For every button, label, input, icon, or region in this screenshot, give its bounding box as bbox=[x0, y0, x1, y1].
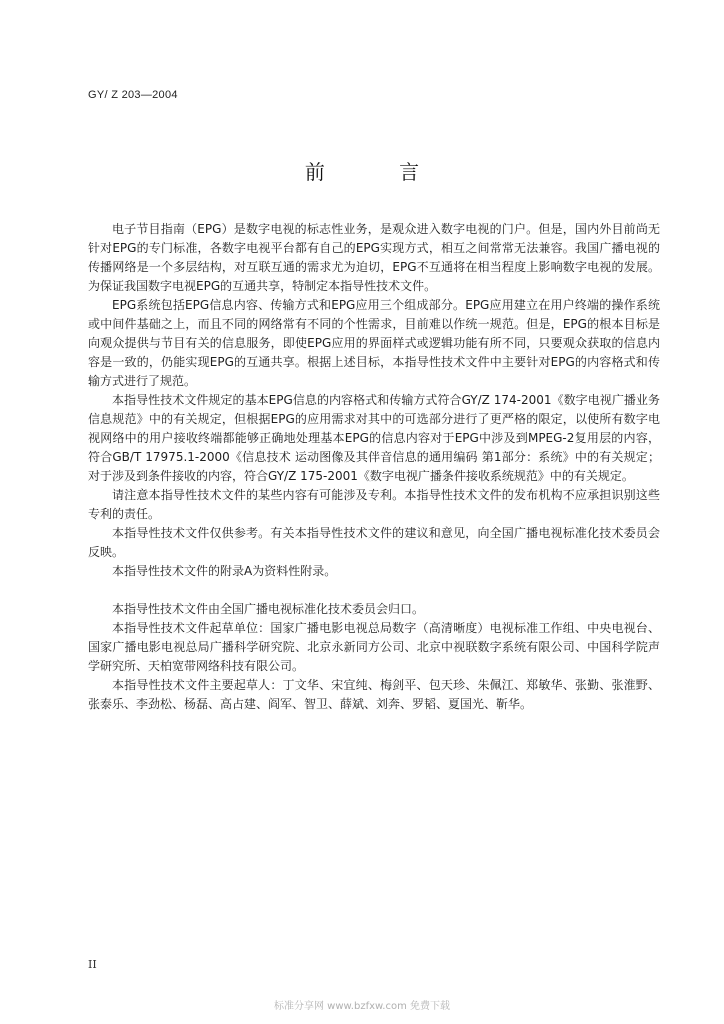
paragraph: 本指导性技术文件规定的基本EPG信息的内容格式和传输方式符合GY/Z 174-2001《数字电视广播业务信息规范》中的有关规定，但根据EPG的应用需求对其中的可选部分进行了更严格的限定，以使所有数字电视网络中的用户接收终端都能够正确地处理基本EPG的信息内容对于EPG中涉及到MPEG-2复用层的内容，符合GB/T 17975.1-2000《信息技术 运动图像及其伴音信息的通用编码 第1部分：系统》中的有关规定；对于涉及到条件接收的内容，符合GY/Z 175-2001《数字电视广播条件接收系统规范》中的有关规定。 bbox=[88, 393, 660, 483]
watermark: 标准分享网 www.bzfxw.com 免费下载 bbox=[274, 1001, 450, 1012]
paragraph: 电子节目指南（EPG）是数字电视的标志性业务，是观众进入数字电视的门户。但是，国内外目前尚无针对EPG的专门标准，各数字电视平台都有自己的EPG实现方式，相互之间常常无法兼容。我国广播电视的传播网络是一个多层结构，对互联互通的需求尤为迫切，EPG不互通将在相当程度上影响数字电视的发展。为保证我国数字电视EPG的互通共享，特制定本指导性技术文件。 bbox=[88, 222, 660, 293]
paragraph: 本指导性技术文件主要起草人：丁文华、宋宜纯、梅剑平、包天珍、朱佩江、郑敏华、张勤、张淮野、张泰乐、李劲松、杨磊、高占建、阎军、智卫、薛斌、刘奔、罗韬、夏国光、靳华。 bbox=[88, 678, 660, 711]
paragraph: 本指导性技术文件的附录A为资料性附录。 bbox=[112, 564, 337, 578]
paragraph: 本指导性技术文件由全国广播电视标准化技术委员会归口。 bbox=[112, 602, 425, 616]
standard-code: GY/ Z 203—2004 bbox=[88, 89, 178, 101]
page-title: 前 言 bbox=[304, 160, 454, 184]
paragraph: 本指导性技术文件起草单位：国家广播电影电视总局数字（高清晰度）电视标准工作组、中央电视台、国家广播电影电视总局广播科学研究院、北京永新同方公司、北京中视联数字系统有限公司、中国科学院声学研究所、天柏宽带网络科技有限公司。 bbox=[88, 621, 660, 673]
paragraph: EPG系统包括EPG信息内容、传输方式和EPG应用三个组成部分。EPG应用建立在用户终端的操作系统或中间件基础之上，而且不同的网络常有不同的个性需求，目前难以作统一规范。但是，EPG的根本目标是向观众提供与节目有关的信息服务，即使EPG应用的界面样式或逻辑功能有所不同，只要观众获取的信息内容是一致的，仍能实现EPG的互通共享。根据上述目标，本指导性技术文件中主要针对EPG的内容格式和传输方式进行了规范。 bbox=[88, 298, 660, 388]
document-body bbox=[88, 220, 660, 714]
paragraph: 请注意本指导性技术文件的某些内容有可能涉及专利。本指导性技术文件的发布机构不应承担识别这些专利的责任。 bbox=[88, 488, 660, 521]
page-number: II bbox=[88, 958, 97, 971]
paragraph: 本指导性技术文件仅供参考。有关本指导性技术文件的建议和意见，向全国广播电视标准化技术委员会反映。 bbox=[88, 526, 660, 559]
